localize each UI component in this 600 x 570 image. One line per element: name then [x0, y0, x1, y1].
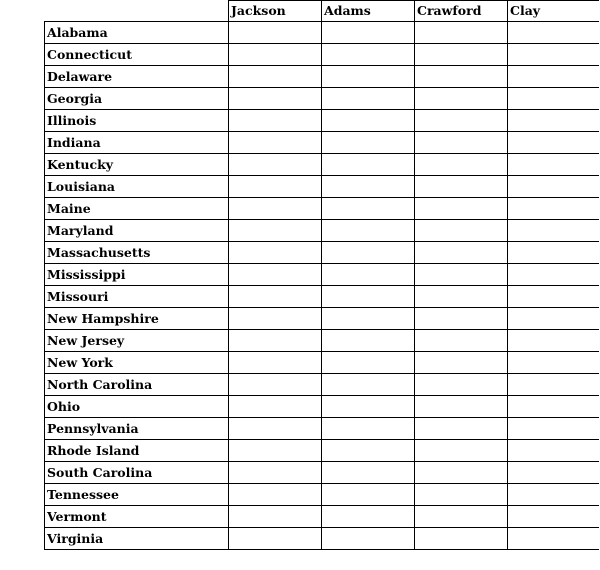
state-name-cell: Louisiana — [45, 176, 229, 198]
state-name-cell: Delaware — [45, 66, 229, 88]
vote-cell-adams[interactable] — [322, 286, 415, 308]
vote-cell-crawford[interactable] — [415, 154, 508, 176]
vote-cell-adams[interactable] — [322, 506, 415, 528]
state-name-cell: Pennsylvania — [45, 418, 229, 440]
vote-cell-adams[interactable] — [322, 418, 415, 440]
vote-cell-jackson[interactable] — [229, 198, 322, 220]
vote-cell-adams[interactable] — [322, 154, 415, 176]
vote-cell-jackson[interactable] — [229, 308, 322, 330]
table-row — [45, 440, 599, 462]
state-name-cell: Tennessee — [45, 484, 229, 506]
vote-cell-jackson[interactable] — [229, 506, 322, 528]
vote-cell-adams[interactable] — [322, 528, 415, 550]
vote-cell-adams[interactable] — [322, 176, 415, 198]
header-adams: Adams — [322, 1, 415, 22]
table-row — [45, 330, 599, 352]
state-name-cell: Maine — [45, 198, 229, 220]
vote-cell-adams[interactable] — [322, 396, 415, 418]
vote-cell-clay[interactable] — [508, 198, 599, 220]
table-row — [45, 264, 599, 286]
vote-cell-clay[interactable] — [508, 44, 599, 66]
vote-cell-jackson[interactable] — [229, 352, 322, 374]
vote-cell-jackson[interactable] — [229, 418, 322, 440]
vote-cell-clay[interactable] — [508, 88, 599, 110]
table-row — [45, 506, 599, 528]
vote-cell-jackson[interactable] — [229, 110, 322, 132]
corner-cell — [45, 1, 229, 22]
vote-cell-adams[interactable] — [322, 330, 415, 352]
vote-cell-clay[interactable] — [508, 220, 599, 242]
vote-cell-crawford[interactable] — [415, 506, 508, 528]
vote-cell-clay[interactable] — [508, 396, 599, 418]
vote-cell-adams[interactable] — [322, 44, 415, 66]
vote-cell-adams[interactable] — [322, 440, 415, 462]
table-row — [45, 242, 599, 264]
vote-cell-crawford[interactable] — [415, 352, 508, 374]
table-row — [45, 352, 599, 374]
vote-cell-adams[interactable] — [322, 308, 415, 330]
vote-cell-crawford[interactable] — [415, 44, 508, 66]
table-body — [45, 22, 599, 550]
state-name-cell: Rhode Island — [45, 440, 229, 462]
state-name-cell: Massachusetts — [45, 242, 229, 264]
vote-cell-adams[interactable] — [322, 264, 415, 286]
vote-cell-crawford[interactable] — [415, 528, 508, 550]
table-row — [45, 220, 599, 242]
state-name-cell: North Carolina — [45, 374, 229, 396]
header-clay: Clay — [508, 1, 599, 22]
state-name-cell: New Jersey — [45, 330, 229, 352]
vote-cell-crawford[interactable] — [415, 22, 508, 44]
vote-cell-adams[interactable] — [322, 22, 415, 44]
table-row — [45, 462, 599, 484]
vote-cell-jackson[interactable] — [229, 44, 322, 66]
state-name-cell: Maryland — [45, 220, 229, 242]
table-row — [45, 528, 599, 550]
vote-cell-jackson[interactable] — [229, 88, 322, 110]
state-name-cell: Ohio — [45, 396, 229, 418]
table-row — [45, 176, 599, 198]
vote-cell-jackson[interactable] — [229, 22, 322, 44]
vote-cell-jackson[interactable] — [229, 440, 322, 462]
vote-cell-crawford[interactable] — [415, 242, 508, 264]
vote-cell-clay[interactable] — [508, 154, 599, 176]
vote-cell-clay[interactable] — [508, 418, 599, 440]
state-name-cell: Mississippi — [45, 264, 229, 286]
vote-cell-crawford[interactable] — [415, 286, 508, 308]
table-row — [45, 22, 599, 44]
state-name-cell: Virginia — [45, 528, 229, 550]
vote-cell-clay[interactable] — [508, 22, 599, 44]
vote-cell-crawford[interactable] — [415, 264, 508, 286]
vote-cell-jackson[interactable] — [229, 374, 322, 396]
vote-cell-adams[interactable] — [322, 242, 415, 264]
vote-tally-table — [44, 0, 599, 550]
vote-cell-jackson[interactable] — [229, 264, 322, 286]
table-row — [45, 88, 599, 110]
state-name-cell: South Carolina — [45, 462, 229, 484]
vote-cell-clay[interactable] — [508, 462, 599, 484]
vote-cell-jackson[interactable] — [229, 528, 322, 550]
vote-cell-adams[interactable] — [322, 374, 415, 396]
state-name-cell: Kentucky — [45, 154, 229, 176]
header-jackson: Jackson — [229, 1, 322, 22]
table-row — [45, 110, 599, 132]
vote-cell-crawford[interactable] — [415, 418, 508, 440]
state-name-cell: New York — [45, 352, 229, 374]
vote-cell-jackson[interactable] — [229, 154, 322, 176]
table-row — [45, 286, 599, 308]
vote-cell-crawford[interactable] — [415, 374, 508, 396]
header-row — [45, 1, 599, 22]
vote-cell-crawford[interactable] — [415, 396, 508, 418]
vote-cell-crawford[interactable] — [415, 484, 508, 506]
vote-cell-clay[interactable] — [508, 484, 599, 506]
vote-cell-adams[interactable] — [322, 66, 415, 88]
vote-cell-clay[interactable] — [508, 308, 599, 330]
vote-cell-adams[interactable] — [322, 220, 415, 242]
vote-cell-clay[interactable] — [508, 242, 599, 264]
state-name-cell: Alabama — [45, 22, 229, 44]
vote-cell-crawford[interactable] — [415, 220, 508, 242]
vote-cell-clay[interactable] — [508, 176, 599, 198]
vote-cell-adams[interactable] — [322, 198, 415, 220]
vote-cell-jackson[interactable] — [229, 396, 322, 418]
vote-cell-crawford[interactable] — [415, 66, 508, 88]
vote-cell-clay[interactable] — [508, 440, 599, 462]
vote-cell-crawford[interactable] — [415, 88, 508, 110]
header-crawford: Crawford — [415, 1, 508, 22]
vote-cell-jackson[interactable] — [229, 462, 322, 484]
state-name-cell: Illinois — [45, 110, 229, 132]
vote-cell-crawford[interactable] — [415, 198, 508, 220]
vote-cell-crawford[interactable] — [415, 176, 508, 198]
state-name-cell: Indiana — [45, 132, 229, 154]
vote-cell-clay[interactable] — [508, 528, 599, 550]
vote-cell-adams[interactable] — [322, 484, 415, 506]
vote-cell-clay[interactable] — [508, 352, 599, 374]
vote-cell-crawford[interactable] — [415, 330, 508, 352]
vote-cell-adams[interactable] — [322, 462, 415, 484]
table-row — [45, 484, 599, 506]
vote-cell-clay[interactable] — [508, 286, 599, 308]
vote-cell-crawford[interactable] — [415, 110, 508, 132]
state-name-cell: Georgia — [45, 88, 229, 110]
table-row — [45, 396, 599, 418]
vote-cell-adams[interactable] — [322, 352, 415, 374]
vote-cell-crawford[interactable] — [415, 308, 508, 330]
vote-cell-clay[interactable] — [508, 264, 599, 286]
vote-cell-jackson[interactable] — [229, 66, 322, 88]
vote-cell-jackson[interactable] — [229, 242, 322, 264]
table-row — [45, 154, 599, 176]
state-name-cell: Connecticut — [45, 44, 229, 66]
vote-cell-clay[interactable] — [508, 110, 599, 132]
table-row — [45, 132, 599, 154]
vote-cell-clay[interactable] — [508, 132, 599, 154]
vote-cell-clay[interactable] — [508, 374, 599, 396]
table-row — [45, 374, 599, 396]
state-name-cell: New Hampshire — [45, 308, 229, 330]
state-name-cell: Missouri — [45, 286, 229, 308]
table-row — [45, 44, 599, 66]
vote-cell-adams[interactable] — [322, 132, 415, 154]
table-row — [45, 66, 599, 88]
table-row — [45, 418, 599, 440]
vote-cell-clay[interactable] — [508, 66, 599, 88]
vote-cell-crawford[interactable] — [415, 462, 508, 484]
vote-cell-jackson[interactable] — [229, 176, 322, 198]
table-row — [45, 198, 599, 220]
vote-cell-crawford[interactable] — [415, 132, 508, 154]
vote-cell-jackson[interactable] — [229, 484, 322, 506]
vote-cell-adams[interactable] — [322, 110, 415, 132]
vote-cell-crawford[interactable] — [415, 440, 508, 462]
vote-cell-adams[interactable] — [322, 88, 415, 110]
vote-cell-jackson[interactable] — [229, 286, 322, 308]
vote-cell-jackson[interactable] — [229, 330, 322, 352]
table-row — [45, 308, 599, 330]
vote-cell-jackson[interactable] — [229, 220, 322, 242]
state-name-cell: Vermont — [45, 506, 229, 528]
vote-cell-clay[interactable] — [508, 506, 599, 528]
vote-cell-jackson[interactable] — [229, 132, 322, 154]
vote-cell-clay[interactable] — [508, 330, 599, 352]
